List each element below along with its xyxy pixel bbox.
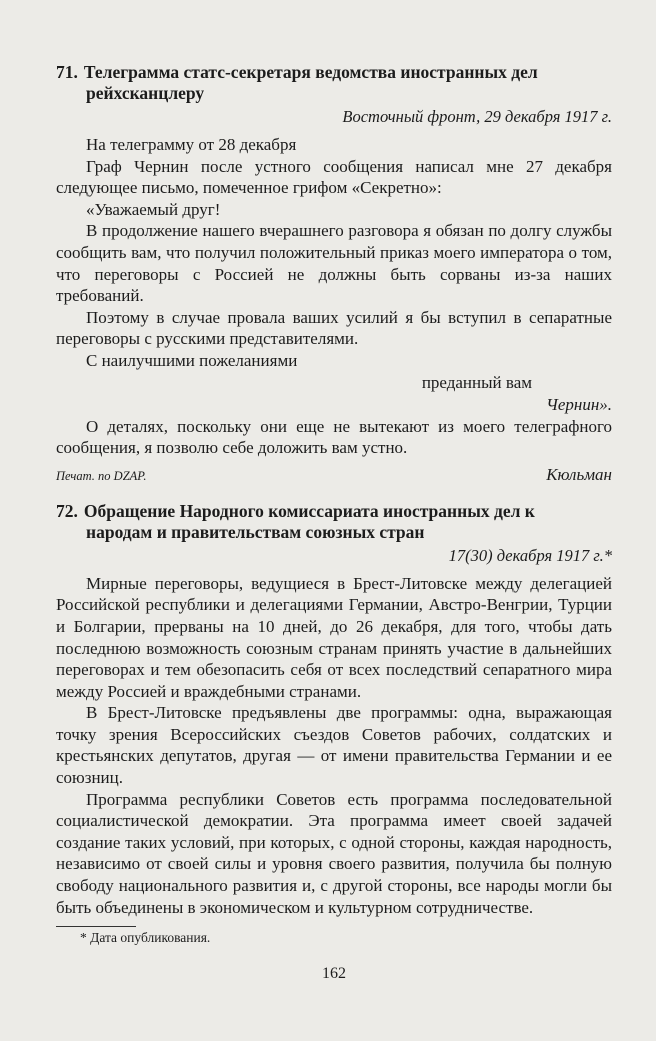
footnote: * Дата опубликования. <box>80 930 211 946</box>
page-content <box>56 62 612 983</box>
doc-72-paragraph: Программа республики Советов есть программа последовательной социалистической демократии. Эта программа имеет своей задачей создание таких условий, при которых, с одной стороны, каждая народность, независимо от своей силы и уровня своего развития, получила бы полную свободу национального развития и, с другой стороны, все народы могли бы быть объединены в экономическом и культурном сотрудничестве. <box>56 789 612 917</box>
doc-72-title <box>56 501 612 543</box>
doc-71-closing: преданный вам <box>421 372 532 392</box>
footnote-divider <box>56 926 136 927</box>
doc-72-paragraph: В Брест-Литовске предъявлены две программы: одна, выражающая точку зрения Всероссийских съездов Советов рабочих, солдатских и крестьянских депутатов, другая — от имени правительства Германии и ее союзниц. <box>56 703 612 788</box>
doc-71-paragraph: «Уважаемый друг! <box>86 199 221 219</box>
doc-71-title-line1: Телеграмма статс-секретаря ведомства иностранных дел <box>83 62 538 82</box>
doc-71-paragraph: На телеграмму от 28 декабря <box>86 135 297 154</box>
doc-72-title-line2: народам и правительствам союзных стран <box>86 521 425 542</box>
doc-71-paragraph-after: О деталях, поскольку они еще не вытекают из моего телеграфного сообщения, я позволю себе доложить вам устно. <box>56 416 612 458</box>
doc-72-number: 72. <box>56 500 78 521</box>
doc-71-footer <box>56 465 612 485</box>
doc-71-paragraph: Поэтому в случае провала ваших усилий я бы вступил в сепаратные переговоры с русскими представителями. <box>56 307 612 349</box>
doc-71-paragraph: С наилучшими пожеланиями <box>86 350 298 370</box>
doc-71-paragraph: В продолжение нашего вчерашнего разговора я обязан по долгу службы сообщить вам, что получил положительный приказ моего императора о том, что переговоры с Россией не должны быть сорваны из-за наших требований. <box>56 221 612 306</box>
doc-71-dateline: Восточный фронт, 29 декабря 1917 г. <box>342 107 612 126</box>
page-number: 162 <box>322 965 346 983</box>
doc-72-title-line1: Обращение Народного комиссариата иностранных дел к <box>83 500 535 521</box>
doc-71-paragraph: Граф Чернин после устного сообщения написал мне 27 декабря следующее письмо, помеченное грифом «Секретно»: <box>56 156 612 198</box>
doc-71-signer: Кюльман <box>546 464 612 484</box>
doc-72-paragraph: Мирные переговоры, ведущиеся в Брест-Литовске между делегацией Российской республики и делегациями Германии, Австро-Венгрии, Турции и Болгарии, прерваны на 10 дней, до 26 декабря, для того, чтобы дать последнюю возможность союзным странам принять участие в дальнейших переговорах и тем обезопасить себя от всех последствий сепаратного мира между Россией и враждебными странами. <box>56 573 612 701</box>
doc-71-signature: Чернин». <box>546 394 612 414</box>
doc-71-number: 71. <box>56 62 78 82</box>
doc-71-source: Печат. по DZAP. <box>56 468 147 483</box>
doc-71-title <box>56 62 612 104</box>
doc-72-dateline: 17(30) декабря 1917 г.* <box>448 545 612 565</box>
doc-71-title-line2: рейхсканцлеру <box>86 83 205 103</box>
